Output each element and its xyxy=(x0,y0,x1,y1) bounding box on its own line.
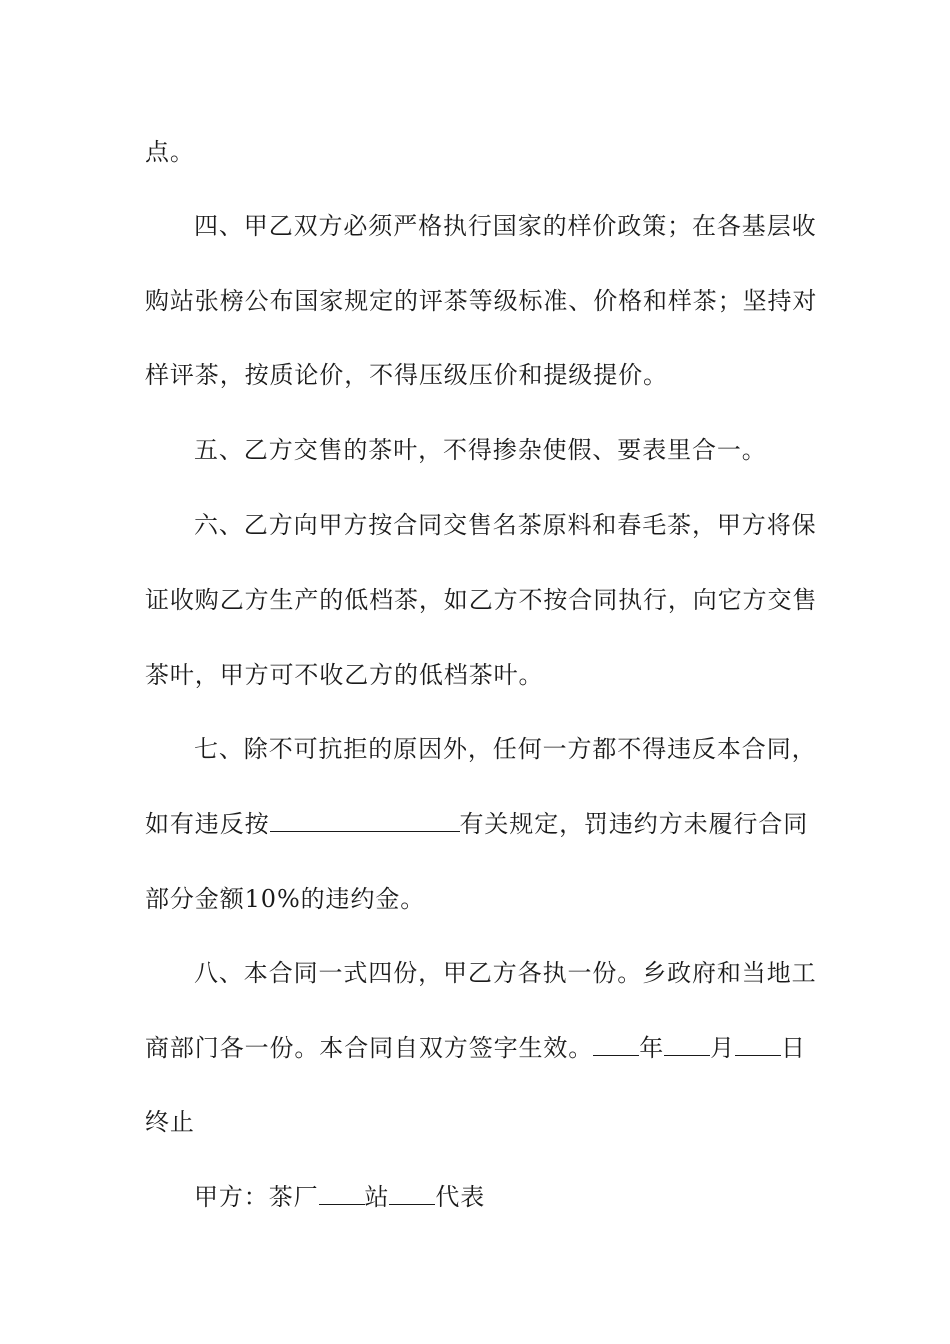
paragraph-line xyxy=(145,137,815,167)
paragraph-line xyxy=(194,435,864,465)
text-span: 六、乙方向甲方按合同交售名茶原料和春毛茶，甲方将保 xyxy=(194,511,817,539)
text-span: 样评茶，按质论价，不得压级压价和提级提价。 xyxy=(145,361,668,389)
text-span: 站 xyxy=(364,1183,390,1211)
fill-in-blank-month xyxy=(664,1033,710,1056)
text-span: 购站张榜公布国家规定的评茶等级标准、价格和样茶；坚持对 xyxy=(145,287,818,315)
paragraph-line xyxy=(194,734,864,764)
fill-in-blank-factory xyxy=(319,1182,365,1205)
text-span: 五、乙方交售的茶叶，不得掺杂使假、要表里合一。 xyxy=(194,436,767,464)
text-span: 日 xyxy=(781,1034,806,1062)
fill-in-blank-station xyxy=(389,1182,435,1205)
fill-in-blank-year xyxy=(593,1033,639,1056)
paragraph-line xyxy=(145,884,815,914)
text-span: 月 xyxy=(710,1034,736,1062)
text-span: 年 xyxy=(639,1034,665,1062)
text-span: 部分金额10%的违约金。 xyxy=(145,885,426,913)
paragraph-line xyxy=(145,1033,815,1063)
paragraph-line xyxy=(194,211,864,241)
paragraph-line xyxy=(194,958,864,988)
text-span: 如有违反按 xyxy=(145,810,270,838)
text-span: 八、本合同一式四份，甲乙方各执一份。乡政府和当地工 xyxy=(194,959,817,987)
text-span: 证收购乙方生产的低档茶，如乙方不按合同执行，向它方交售 xyxy=(145,586,818,614)
paragraph-line xyxy=(194,510,864,540)
fill-in-blank-day xyxy=(735,1033,781,1056)
paragraph-line xyxy=(145,660,815,690)
text-span: 点。 xyxy=(145,138,195,166)
text-span: 商部门各一份。本合同自双方签字生效。 xyxy=(145,1034,594,1062)
paragraph-line xyxy=(145,286,818,316)
fill-in-blank xyxy=(270,809,460,832)
text-span: 四、甲乙双方必须严格执行国家的样价政策；在各基层收 xyxy=(194,212,817,240)
text-span: 七、除不可抗拒的原因外，任何一方都不得违反本合同， xyxy=(194,735,817,763)
paragraph-line xyxy=(145,360,815,390)
text-span: 有关规定，罚违约方未履行合同 xyxy=(459,810,809,838)
text-span: 茶叶，甲方可不收乙方的低档茶叶。 xyxy=(145,661,544,689)
text-span: 甲方：茶厂 xyxy=(194,1183,319,1211)
paragraph-line xyxy=(145,585,818,615)
paragraph-line xyxy=(194,1182,864,1212)
paragraph-line xyxy=(145,1107,815,1137)
text-span: 终止 xyxy=(145,1108,195,1136)
paragraph-line xyxy=(145,809,815,839)
text-span: 代表 xyxy=(435,1183,486,1211)
